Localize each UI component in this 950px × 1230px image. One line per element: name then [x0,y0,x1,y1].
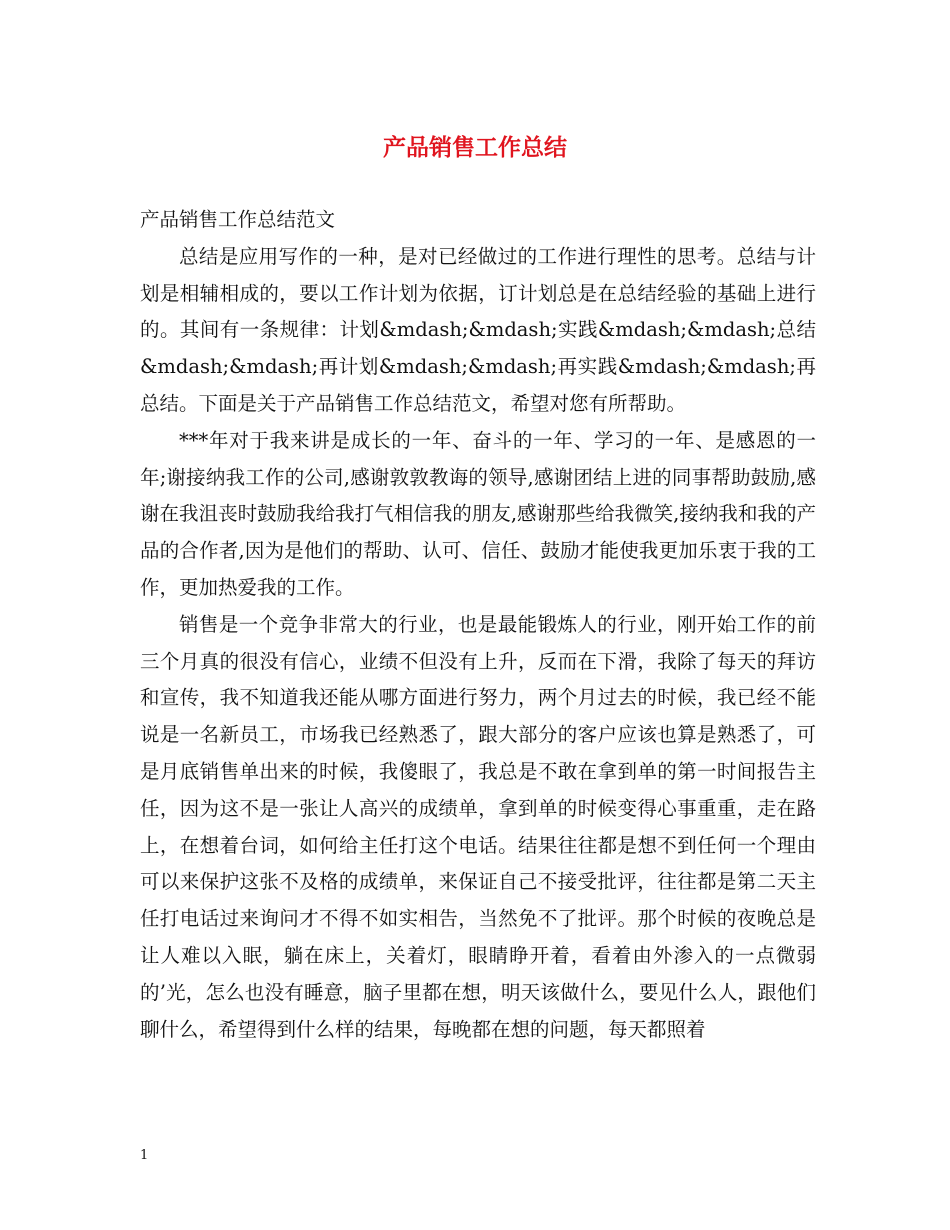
page-number: 1 [140,1148,149,1163]
document-subtitle: 产品销售工作总结范文 [140,208,336,231]
paragraph-gratitude: ***年对于我来讲是成长的一年、奋斗的一年、学习的一年、是感恩的一年;谢接纳我工作的公司,感谢敦敦教诲的领导,感谢团结上进的同事帮助鼓励,感谢在我沮丧时鼓励我给我打气相信我的朋友,感谢那些给我微笑,接纳我和我的产品的合作者,因为是他们的帮助、认可、信任、鼓励才能使我更加乐衷于我的工作，更加热爱我的工作。 [140,428,816,599]
paragraph-intro: 总结是应用写作的一种，是对已经做过的工作进行理性的思考。总结与计划是相辅相成的，要以工作计划为依据，订计划总是在总结经验的基础上进行的。其间有一条规律：计划&mdash;&mdash;实践&mdash;&mdash;总结&mdash;&mdash;再计划&mdash;&mdash;再实践&mdash;&mdash;再总结。下面是关于产品销售工作总结范文，希望对您有所帮助。 [140,244,816,415]
document-body [140,202,816,1048]
paragraph-sales-experience: 销售是一个竞争非常大的行业，也是最能锻炼人的行业，刚开始工作的前三个月真的很没有信心，业绩不但没有上升，反而在下滑，我除了每天的拜访和宣传，我不知道我还能从哪方面进行努力，两个月过去的时候，我已经不能说是一名新员工，市场我已经熟悉了，跟大部分的客户应该也算是熟悉了，可是月底销售单出来的时候，我傻眼了，我总是不敢在拿到单的第一时间报告主任，因为这不是一张让人高兴的成绩单，拿到单的时候变得心事重重，走在路上，在想着台词，如何给主任打这个电话。结果往往都是想不到任何一个理由可以来保护这张不及格的成绩单，来保证自己不接受批评，往往都是第二天主任打电话过来询问才不得不如实相告，当然免不了批评。那个时候的夜晚总是让人难以入眠，躺在床上，关着灯，眼睛睁开着，看着由外渗入的一点微弱的’光，怎么也没有睡意，脑子里都在想，明天该做什么，要见什么人，跟他们聊什么，希望得到什么样的结果，每晚都在想的问题，每天都照着 [140,612,816,1041]
document-title: 产品销售工作总结 [383,134,567,161]
